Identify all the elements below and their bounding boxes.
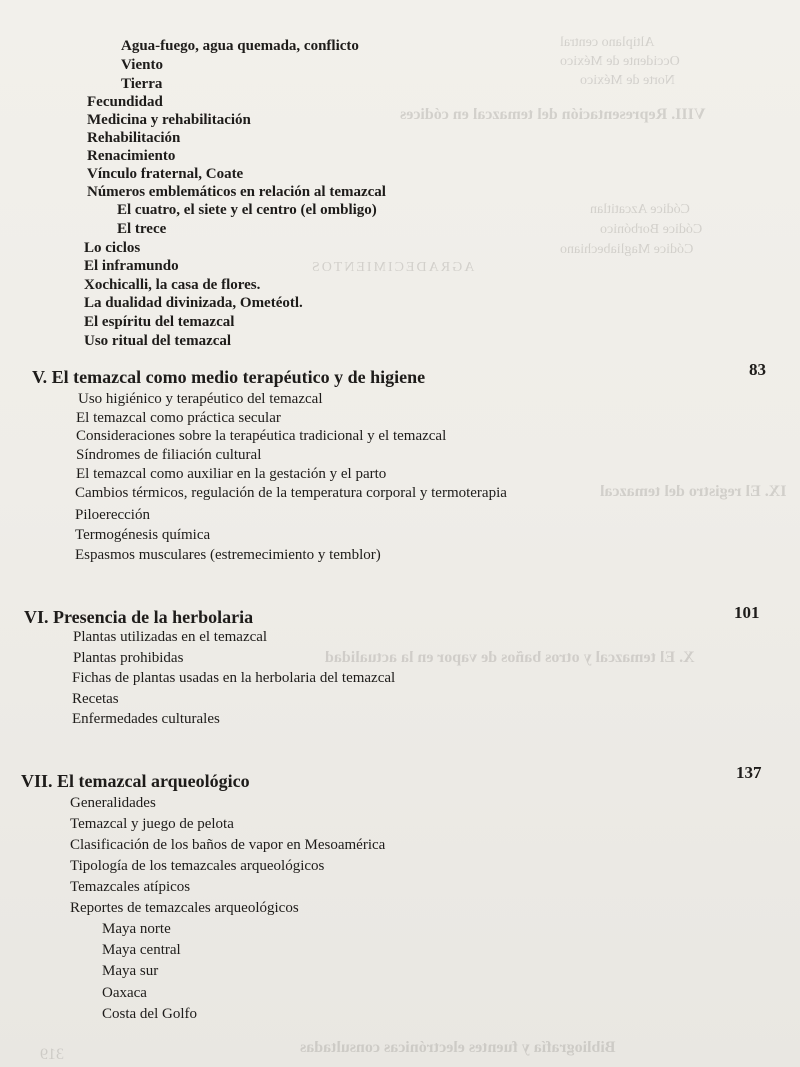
toc-entry: Uso higiénico y terapéutico del temazcal [78,391,323,407]
toc-entry-level-2: Uso ritual del temazcal [84,333,232,349]
bleed-through-text: 319 [40,1046,64,1063]
toc-entry: El temazcal como práctica secular [76,410,281,426]
toc-entry: Recetas [72,691,119,707]
page-number: 83 [749,360,766,379]
toc-entry-level-2: El inframundo [84,258,179,274]
toc-entry-level-3: Agua-fuego, agua quemada, conflicto [121,38,359,54]
toc-entry-level-2: La dualidad divinizada, Ometéotl. [84,295,303,311]
toc-entry: Enfermedades culturales [72,711,220,727]
bleed-through-text: Altiplano central [560,35,655,50]
toc-entry-level-2: Medicina y rehabilitación [87,112,251,128]
chapter-title: V. El temazcal como medio terapéutico y de higiene [32,367,426,387]
toc-subentry: Costa del Golfo [102,1006,197,1022]
toc-entry: Piloerección [75,507,150,523]
toc-entry-level-2: Números emblemáticos en relación al temazcal [87,184,386,200]
bleed-through-text: Occidente de México [560,54,680,69]
chapter-title: VI. Presencia de la herbolaria [24,607,254,627]
bleed-through-text: Códice Azcatitlan [590,202,690,217]
toc-entry-level-2: Xochicalli, la casa de flores. [84,277,261,293]
toc-subentry: Maya central [102,942,181,958]
chapter-title: VII. El temazcal arqueológico [21,771,250,791]
toc-subentry: Maya norte [102,921,171,937]
bleed-through-text: X. El temazcal y otros baños de vapor en la actualidad [325,649,695,666]
toc-entry: Clasificación de los baños de vapor en Mesoamérica [70,837,386,853]
toc-entry-level-3: Viento [121,57,163,73]
toc-entry: Espasmos musculares (estremecimiento y temblor) [75,547,381,563]
toc-entry: Síndromes de filiación cultural [76,447,262,463]
toc-entry-level-3: Tierra [121,76,163,92]
toc-entry-level-2: Fecundidad [87,94,163,110]
page-number: 101 [734,603,760,622]
toc-entry-level-2: Renacimiento [87,148,176,164]
toc-entry: Temazcal y juego de pelota [70,816,234,832]
toc-entry: Plantas prohibidas [73,650,184,666]
toc-entry: Generalidades [70,795,156,811]
toc-entry: Temazcales atípicos [70,879,191,895]
toc-entry-level-2: Rehabilitación [87,130,181,146]
toc-subentry: Oaxaca [102,985,147,1001]
toc-entry: Plantas utilizadas en el temazcal [73,629,268,645]
toc-entry: Tipología de los temazcales arqueológicos [70,858,325,874]
toc-entry-level-3: El trece [117,221,167,237]
toc-entry: Cambios térmicos, regulación de la temperatura corporal y termoterapia [75,485,507,501]
toc-entry-level-2: El espíritu del temazcal [84,314,235,330]
toc-entry: El temazcal como auxiliar en la gestación y el parto [76,466,387,482]
toc-entry-level-3: El cuatro, el siete y el centro (el ombligo) [117,202,377,218]
toc-entry: Consideraciones sobre la terapéutica tradicional y el temazcal [76,428,447,444]
toc-entry: Termogénesis química [75,527,211,543]
bleed-through-text: Norte de México [580,73,675,88]
bleed-through-text: Códice Borbónico [600,222,703,237]
bleed-through-text: Códice Magliabechiano [560,242,694,257]
bleed-through-text: IX. El registro del temazcal [600,483,787,500]
toc-entry: Reportes de temazcales arqueológicos [70,900,299,916]
toc-entry-level-2: Lo ciclos [84,240,141,256]
toc-entry-level-2: Vínculo fraternal, Coate [87,166,244,182]
toc-entry: Fichas de plantas usadas en la herbolaria del temazcal [72,670,396,686]
page-number: 137 [736,763,762,782]
bleed-through-text: VIII. Representación del temazcal en códices [400,106,706,123]
toc-subentry: Maya sur [102,963,159,979]
bleed-through-text: Bibliografía y fuentes electrónicas consultadas [300,1039,616,1056]
bleed-through-text: AGRADECIMIENTOS [310,260,475,275]
